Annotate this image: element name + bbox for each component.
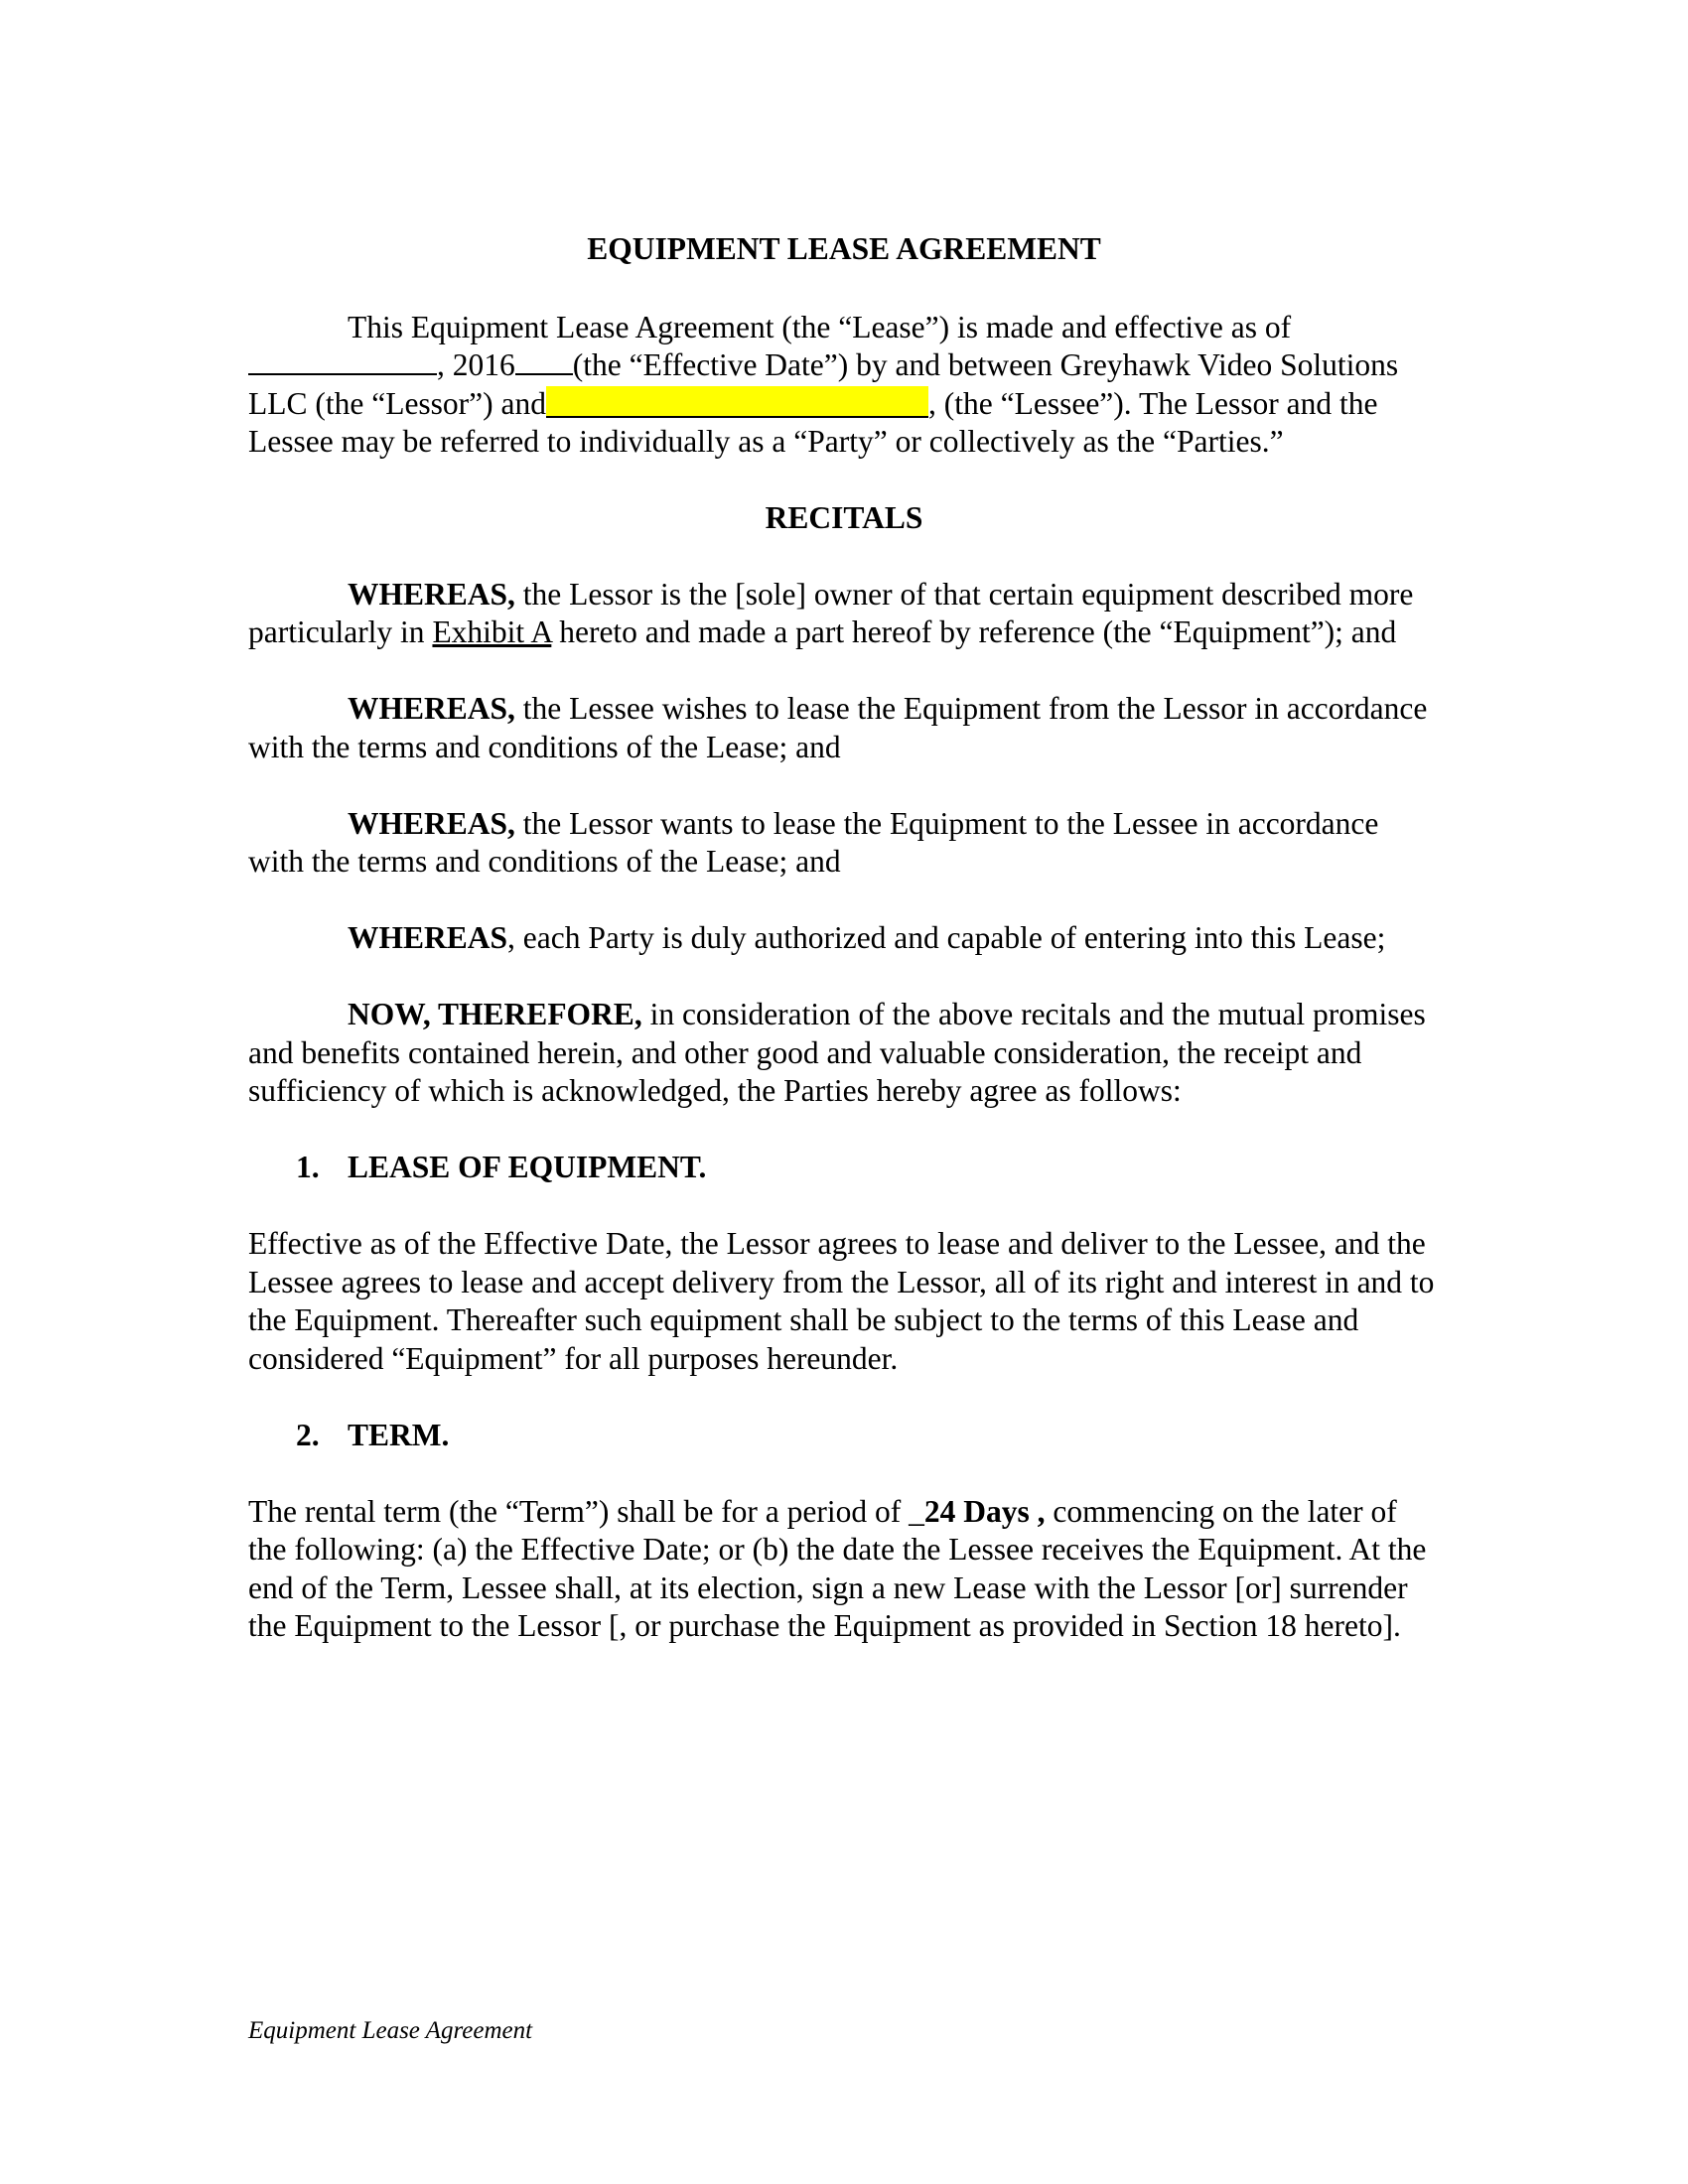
page-footer: Equipment Lease Agreement <box>248 2017 533 2044</box>
recital-2-text: the Lessee wishes to lease the Equipment from the Lessor in accordance with the terms and conditions of the Lease; and <box>248 691 1428 764</box>
section-2-title: TERM. <box>348 1417 450 1452</box>
recital-4-text: , each Party is duly authorized and capable of entering into this Lease; <box>507 920 1386 955</box>
intro-text-1: This Equipment Lease Agreement (the “Lease”) is made and effective as of <box>348 309 1292 344</box>
recital-4-lead: WHEREAS <box>348 920 508 955</box>
document-title: EQUIPMENT LEASE AGREEMENT <box>587 231 1101 266</box>
date-blank <box>248 349 437 375</box>
section-1-body: Effective as of the Effective Date, the Lessor agrees to lease and deliver to the Lessee, and the Lessee agrees to lease and accept delivery from the Lessor, all of its right and interest in and to the Equipment. Thereafter such equipment shall be subject to the terms of this Lease and considered “Equipment” for all purposes hereunder. <box>248 1226 1435 1376</box>
section-2-text-b: commencing on the later of the following: (a) the Effective Date; or (b) the date the Lessee receives the Equipment. At the end of the Term, Lessee shall, at its election, sign a new Lease with the Lessor [or] surrender the Equipment to the Lessor [, or purchase the Equipment as provided in Section 18 hereto]. <box>248 1493 1427 1643</box>
intro-text-3: (the “Effective Date”) by and between Greyhawk Video Solutions LLC (the “Lessor”) and <box>248 347 1399 421</box>
document-body <box>248 230 1440 1684</box>
recitals-title: RECITALS <box>765 500 923 535</box>
intro-text-2: , 2016 <box>437 347 515 382</box>
section-2-heading <box>248 1417 1440 1455</box>
recital-3 <box>248 805 1440 882</box>
lessee-name-blank <box>546 386 928 418</box>
recital-2 <box>248 690 1440 766</box>
recital-1-text-b: hereto and made a part hereof by reference (the “Equipment”); and <box>551 614 1397 649</box>
section-1-title: LEASE OF EQUIPMENT. <box>348 1150 707 1184</box>
term-duration: 24 Days , <box>923 1493 1046 1529</box>
intro-text-4: , (the “Lessee”). The Lessor and the Lessee may be referred to individually as a “Party” or collectively as the “Parties.” <box>248 385 1378 459</box>
intro-paragraph <box>248 309 1440 462</box>
recital-2-lead: WHEREAS, <box>348 691 515 726</box>
year-blank <box>515 349 573 375</box>
recital-4 <box>248 919 1440 958</box>
exhibit-a-link[interactable]: Exhibit A <box>432 614 552 649</box>
recital-3-lead: WHEREAS, <box>348 805 515 841</box>
now-therefore-paragraph <box>248 996 1440 1111</box>
now-therefore-text: in consideration of the above recitals and the mutual promises and benefits contained herein, and other good and valuable consideration, the receipt and sufficiency of which is acknowledged, the Parties hereby agree as follows: <box>248 997 1426 1108</box>
section-2-number: 2. <box>296 1417 320 1452</box>
section-1-number: 1. <box>296 1150 320 1184</box>
recital-1-text-a: the Lessor is the [sole] owner of that certain equipment described more particularly in <box>248 576 1414 649</box>
now-therefore-lead: NOW, THEREFORE, <box>348 997 642 1031</box>
section-2-body <box>248 1493 1440 1646</box>
section-2-text-a: The rental term (the “Term”) shall be for a period of _ <box>248 1493 924 1529</box>
recital-1-lead: WHEREAS, <box>348 576 515 612</box>
section-1-heading <box>248 1149 1440 1187</box>
recital-3-text: the Lessor wants to lease the Equipment to the Lessee in accordance with the terms and conditions of the Lease; and <box>248 805 1379 879</box>
recital-1 <box>248 576 1440 652</box>
